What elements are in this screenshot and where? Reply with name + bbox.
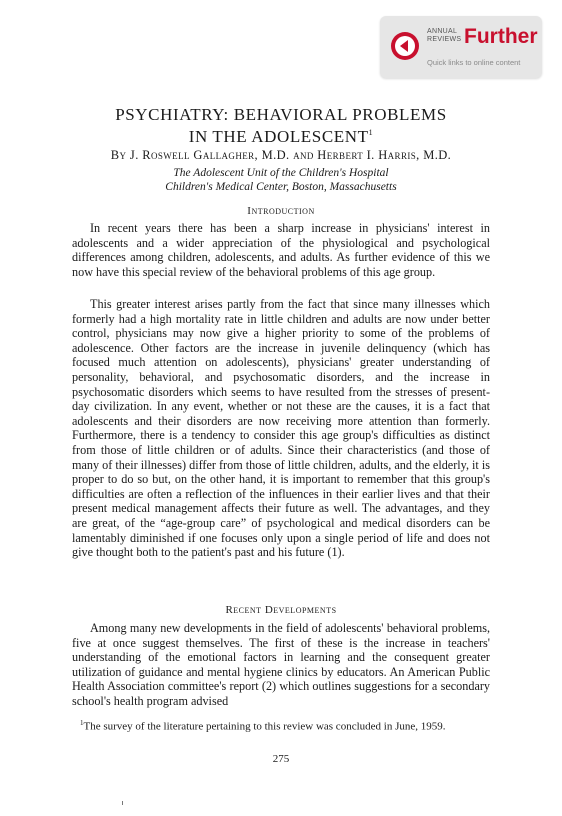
affiliation-line-1: The Adolescent Unit of the Children's Hospital	[173, 167, 389, 179]
footnote: $^1$The survey of the literature pertaining to this review was concluded in June, 1959.	[80, 719, 446, 733]
paragraph-1: In recent years there has been a sharp increase in physicians' interest in adolescents and a wider appreciation of the physiological and psychological differences among children, adolescents, and adults. As further evidence of this we now have this special review of the behavioral problems of this age group.	[72, 221, 490, 279]
annual-reviews-logo-text: ANNUAL REVIEWS	[427, 28, 462, 43]
section-heading-introduction: Introduction	[247, 205, 315, 217]
title-footnote-mark: 1	[368, 128, 374, 137]
paragraph-2: This greater interest arises partly from the fact that since many illnesses which formerly had a high mortality rate in little children and adults are now under better control, physicians may now give a higher priority to some of the problems of adolescence. Other factors are the increase in juvenile delinquency (which has focused much attention on adolescents), physicians' greater understanding of personality, behavioral, and psychosomatic disorders, and the increase in psychosomatic disorders which seems to have resulted from the stresses of present-day civilization. In any event, whether or not these are the causes, it is a fact that adolescents and their disorders are now receiving more attention than formerly. Furthermore, there is a tendency to consider this age group's difficulties as distinct from those of little children or of adults. Since their characteristics (and those of many of their illnesses) differ from those of little children, adults, and the elderly, it is proper to do so but, on the other hand, it is important to remember that this group's difficulties are often a reflection of the influences in their earlier lives and that their present medical management affects their future as well. The advantages, and they are great, of the “age-group care” of psychological and medical disorders can be lamentably diminished if one focuses only upon a single period of life and does not give thought both to the patient's past and his future (1).	[72, 297, 490, 560]
article-title-line-2: IN THE ADOLESCENT$^1$	[188, 127, 374, 146]
quick-links-label: Quick links to online content	[427, 58, 521, 67]
play-arrow-icon	[390, 31, 420, 61]
further-badge[interactable]	[380, 16, 542, 78]
page-number: 275	[272, 753, 290, 765]
section-heading-recent-developments: Recent Developments	[225, 604, 337, 616]
further-label: Further	[464, 25, 538, 48]
article-title-line-1: PSYCHIATRY: BEHAVIORAL PROBLEMS	[115, 105, 447, 124]
scan-speck	[122, 801, 123, 805]
footnote-mark: 1	[80, 719, 84, 727]
paragraph-3: Among many new developments in the field of adolescents' behavioral problems, five at once suggest themselves. The first of these is the increase in teachers' understanding of the emotional factors in learning and the consequent greater utilization of guidance and mental hygiene clinics by educators. An American Public Health Association committee's report (2) which outlines suggestions for a secondary school's health program advised	[72, 621, 490, 708]
authors-line: By J. Roswell Gallagher, M.D. and Herbert I. Harris, M.D.	[110, 148, 452, 162]
affiliation-line-2: Children's Medical Center, Boston, Massachusetts	[165, 181, 397, 193]
